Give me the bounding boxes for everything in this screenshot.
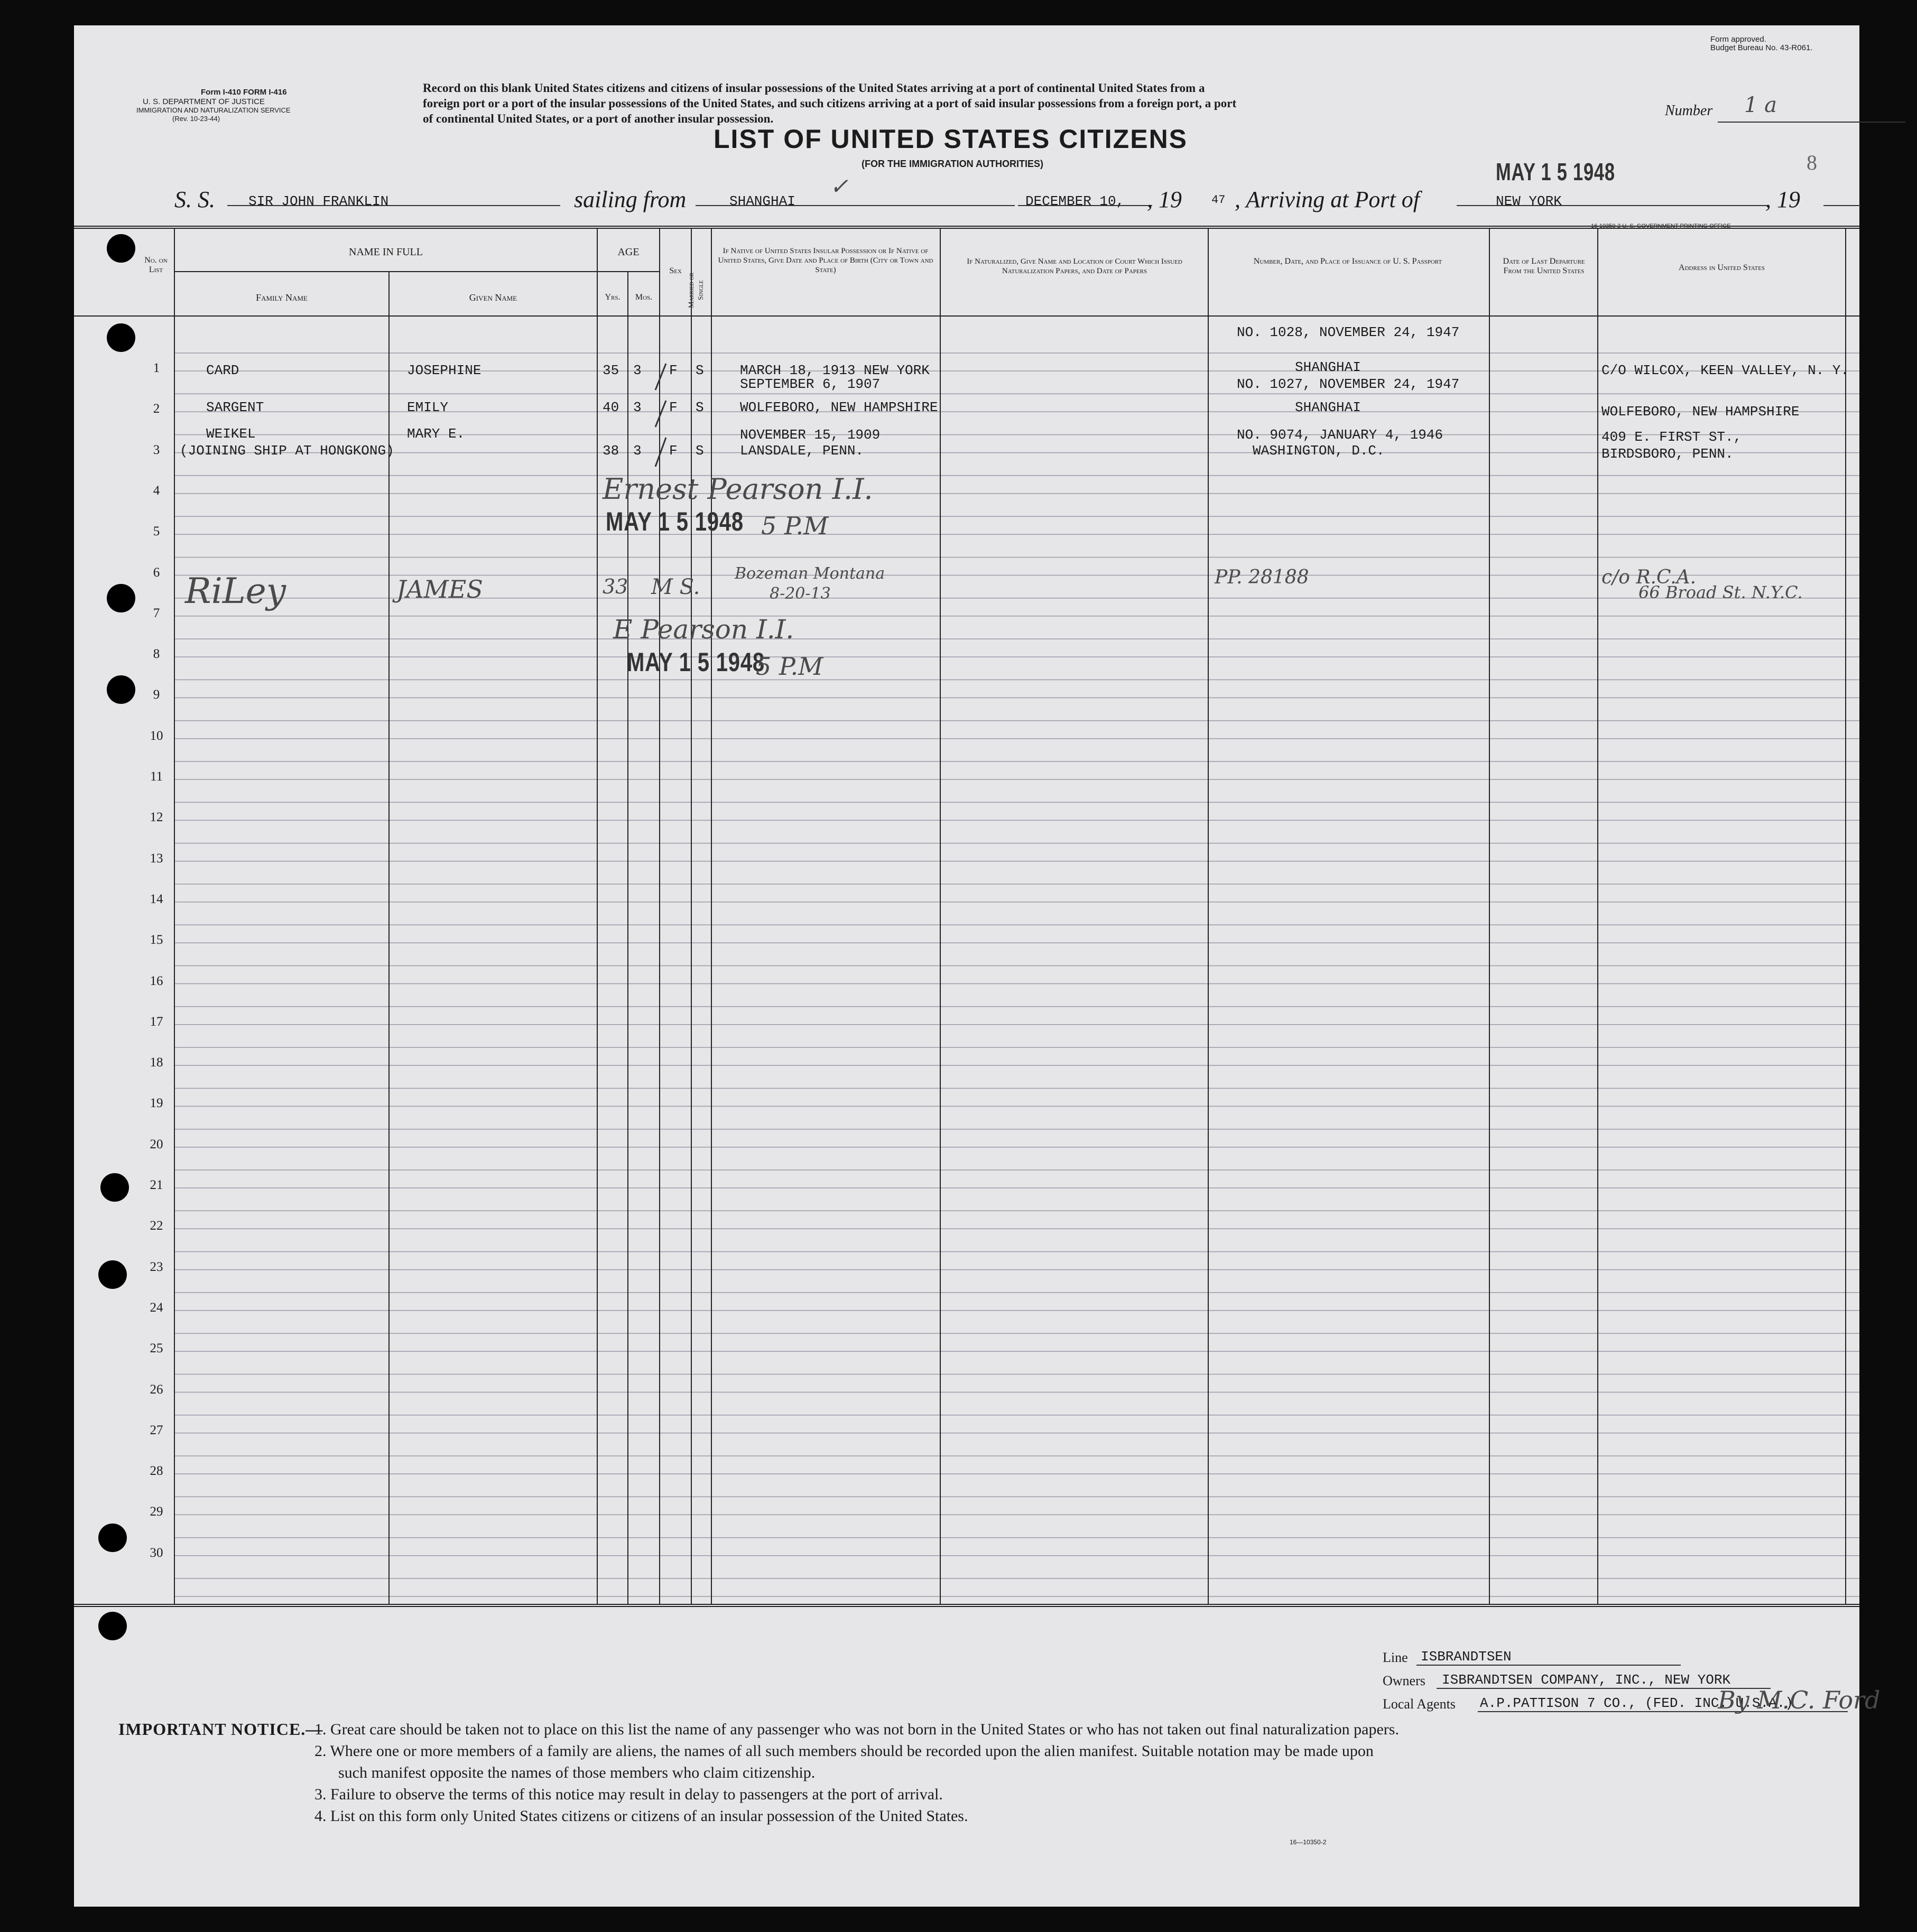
row-number: 30 [150, 1545, 163, 1560]
yrs-3: 38 [603, 443, 619, 459]
ms-2: S [696, 400, 704, 415]
print-code-top: 16-10350-2 U. S. GOVERNMENT PRINTING OFFICE [1591, 223, 1731, 229]
hand-passport: PP. 28188 [1215, 566, 1309, 588]
notice-2a: 2. Where one or more members of a family are aliens, the names of all such members should be recorded upon the alien manifest. Suitable notation may be made upon [314, 1742, 1374, 1760]
row-number: 10 [150, 728, 163, 743]
row-number: 28 [150, 1464, 163, 1479]
notice-3: 3. Failure to observe the terms of this notice may result in delay to passengers at the port of arrival. [314, 1786, 943, 1803]
row-number: 16 [150, 973, 163, 988]
hand-birth-place: Bozeman Montana [735, 564, 885, 583]
family-1: CARD [206, 363, 239, 378]
family-note-3: (JOINING SHIP AT HONGKONG) [180, 443, 394, 459]
punch-hole [98, 1524, 127, 1552]
page-subtitle: (FOR THE IMMIGRATION AUTHORITIES) [862, 159, 1043, 169]
budget-bureau: Budget Bureau No. 43-R061. [1710, 43, 1813, 52]
ss-label: S. S. [174, 187, 215, 212]
row-number: 13 [150, 851, 163, 866]
page-title: LIST OF UNITED STATES CITIZENS [714, 124, 1188, 154]
row-number: 19 [150, 1096, 163, 1111]
col-family: Family Name [256, 292, 308, 303]
row-number: 27 [150, 1423, 163, 1437]
row-number: 18 [150, 1055, 163, 1070]
service: IMMIGRATION AND NATURALIZATION SERVICE [136, 106, 291, 114]
row-number: 15 [150, 933, 163, 948]
col-departure: Date of Last Departure From the United States [1503, 257, 1585, 275]
row-number: 24 [150, 1300, 163, 1315]
given-1: JOSEPHINE [407, 363, 481, 378]
row-number: 21 [150, 1178, 163, 1192]
col-given: Given Name [469, 292, 517, 303]
agents-signature: By M.C. Ford [1718, 1686, 1881, 1714]
birth-3: LANSDALE, PENN. [740, 443, 864, 459]
port-to: NEW YORK [1496, 193, 1562, 209]
number-value: 1 a [1744, 93, 1777, 117]
col-sex: Sex [669, 266, 682, 275]
ms-1: S [696, 363, 704, 378]
row-number: 2 [153, 402, 160, 416]
line-label: Line [1383, 1650, 1408, 1665]
time-1: 5 P.M [761, 512, 829, 540]
row-number: 14 [150, 891, 163, 906]
birth-1: MARCH 18, 1913 NEW YORK [740, 363, 930, 378]
arriving-label: , Arriving at Port of [1235, 187, 1420, 212]
row-number: 5 [153, 524, 160, 539]
table-grid [74, 25, 1859, 1907]
col-yrs: Yrs. [605, 293, 621, 302]
address-1: C/O WILCOX, KEEN VALLEY, N. Y. [1601, 363, 1849, 378]
birth-2: WOLFEBORO, NEW HAMPSHIRE [740, 400, 938, 415]
revision: (Rev. 10-23-44) [172, 115, 220, 123]
row-number: 26 [150, 1382, 163, 1397]
date-stamp-2: MAY 1 5 1948 [627, 647, 765, 677]
notice-1: 1. Great care should be taken not to place on this list the name of any passenger who was not born in the United States or who has not taken out final naturalization papers. [314, 1721, 1399, 1738]
form-approved: Form approved. [1710, 35, 1766, 44]
hand-address-1: c/o R.C.A. [1601, 566, 1697, 588]
ms-3: S [696, 443, 704, 459]
passport-place-2: SHANGHAI [1295, 400, 1361, 415]
punch-hole [98, 1612, 127, 1640]
given-3: MARY E. [407, 426, 465, 442]
voyage-year: 47 [1211, 193, 1226, 207]
page-mark: 8 [1807, 151, 1817, 174]
address-3: BIRDSBORO, PENN. [1601, 446, 1734, 462]
year2-prefix: , 19 [1765, 187, 1800, 212]
agents-label: Local Agents [1383, 1696, 1456, 1712]
port-from: SHANGHAI [729, 193, 795, 209]
date-stamp-1: MAY 1 5 1948 [606, 507, 744, 536]
hand-family: RiLey [185, 571, 286, 611]
row-number: 4 [153, 483, 160, 498]
passport-1: NO. 1028, NOVEMBER 24, 1947 [1237, 324, 1460, 340]
hand-sex-ms: M S. [651, 575, 700, 599]
hand-birth-date: 8-20-13 [770, 584, 831, 603]
year-prefix: , 19 [1147, 187, 1182, 212]
col-passport: Number, Date, and Place of Issuance of U. S. Passport [1253, 257, 1442, 266]
row-number: 23 [150, 1259, 163, 1274]
owners-value: ISBRANDTSEN COMPANY, INC., NEW YORK [1442, 1672, 1731, 1688]
department: U. S. DEPARTMENT OF JUSTICE [143, 97, 265, 106]
birth-top-3: NOVEMBER 15, 1909 [740, 427, 881, 443]
address-top-3: 409 E. FIRST ST., [1601, 429, 1742, 445]
sex-2: F [669, 400, 678, 415]
punch-hole [98, 1260, 127, 1289]
time-2: 5 P.M [756, 652, 823, 681]
agents-value: A.P.PATTISON 7 CO., (FED. INC. U.S.A.) [1480, 1695, 1793, 1711]
passport-2: NO. 1027, NOVEMBER 24, 1947 [1237, 376, 1460, 392]
sailing-label: sailing from [574, 187, 687, 212]
hand-age: 33 [603, 575, 628, 598]
sex-1: F [669, 363, 678, 378]
notice-label: IMPORTANT NOTICE.— [118, 1720, 323, 1739]
punch-hole [100, 1173, 129, 1202]
punch-hole [107, 584, 135, 612]
family-3: WEIKEL [206, 426, 256, 442]
row-number: 8 [153, 647, 160, 662]
age-slash-marks [624, 353, 687, 480]
family-2: SARGENT [206, 400, 264, 415]
hand-given: JAMES [396, 575, 483, 603]
punch-hole [107, 323, 135, 352]
inspector-signature-1: Ernest Pearson I.I. [603, 472, 873, 506]
port-check: ✓ [830, 173, 849, 199]
row-number: 9 [153, 688, 160, 702]
record-notice: Record on this blank United States citizens and citizens of insular possessions of the United States arriving at a port of continental United States from a foreign port or a port of the insular possessions of the United States, and such citizens arriving at a port of said insular possessions from a foreign port, a port of continental United States, or a port of another insular possession. [423, 81, 1237, 125]
owners-label: Owners [1383, 1673, 1425, 1688]
col-naturalized: If Naturalized, Give Name and Location of Court Which Issued Naturalization Papers, and Date of Papers [967, 257, 1182, 275]
inspector-signature-2: E Pearson I.I. [613, 614, 794, 645]
print-code-bottom: 16—10350-2 [1290, 1838, 1327, 1846]
punch-hole [107, 234, 135, 263]
voyage-date: DECEMBER 10, [1025, 193, 1125, 209]
hand-address-2: 66 Broad St. N.Y.C. [1638, 582, 1803, 602]
col-married: Married or Single [688, 272, 705, 308]
row-number: 29 [150, 1504, 163, 1519]
yrs-2: 40 [603, 400, 619, 415]
manifest-sheet [74, 25, 1881, 1907]
yrs-1: 35 [603, 363, 619, 378]
mos-2: 3 [633, 400, 642, 415]
sex-3: F [669, 443, 678, 459]
line-value: ISBRANDTSEN [1421, 1649, 1512, 1665]
punch-hole [107, 675, 135, 704]
row-number: 6 [153, 565, 160, 580]
col-age: AGE [617, 246, 640, 258]
number-label: Number [1665, 103, 1713, 119]
row-number: 17 [150, 1014, 163, 1029]
row-number: 11 [150, 769, 163, 784]
col-name-in-full: NAME IN FULL [349, 246, 423, 258]
notice-4: 4. List on this form only United States citizens or citizens of an insular possession of the United States. [314, 1807, 968, 1825]
row-number: 25 [150, 1341, 163, 1356]
row-number: 20 [150, 1137, 163, 1151]
col-mos: Mos. [635, 293, 653, 302]
passport-place-3: WASHINGTON, D.C. [1253, 443, 1385, 459]
passport-place-1: SHANGHAI [1295, 359, 1361, 375]
row-number: 12 [150, 810, 163, 825]
row-number: 1 [153, 361, 160, 375]
ship-name: SIR JOHN FRANKLIN [248, 193, 389, 209]
given-2: EMILY [407, 400, 449, 415]
line-underline [1416, 1665, 1681, 1666]
mos-1: 3 [633, 363, 642, 378]
mos-3: 3 [633, 443, 642, 459]
birth-top-2: SEPTEMBER 6, 1907 [740, 376, 881, 392]
passport-3: NO. 9074, JANUARY 4, 1946 [1237, 427, 1443, 443]
col-address: Address in United States [1679, 263, 1765, 272]
row-number: 7 [153, 606, 160, 620]
notice-2b: such manifest opposite the names of those members who claim citizenship. [338, 1764, 816, 1781]
col-no: No. on List [144, 256, 168, 274]
row-number: 22 [150, 1219, 163, 1233]
form-number: Form I-410 FORM I-416 [201, 88, 287, 97]
row-number: 3 [153, 442, 160, 457]
address-2: WOLFEBORO, NEW HAMPSHIRE [1601, 404, 1800, 420]
date-stamp-top: MAY 1 5 1948 [1496, 158, 1615, 185]
col-native: If Native of United States Insular Possession or If Native of United States, Give Date and Place of Birth (City or Town and State) [718, 247, 933, 274]
